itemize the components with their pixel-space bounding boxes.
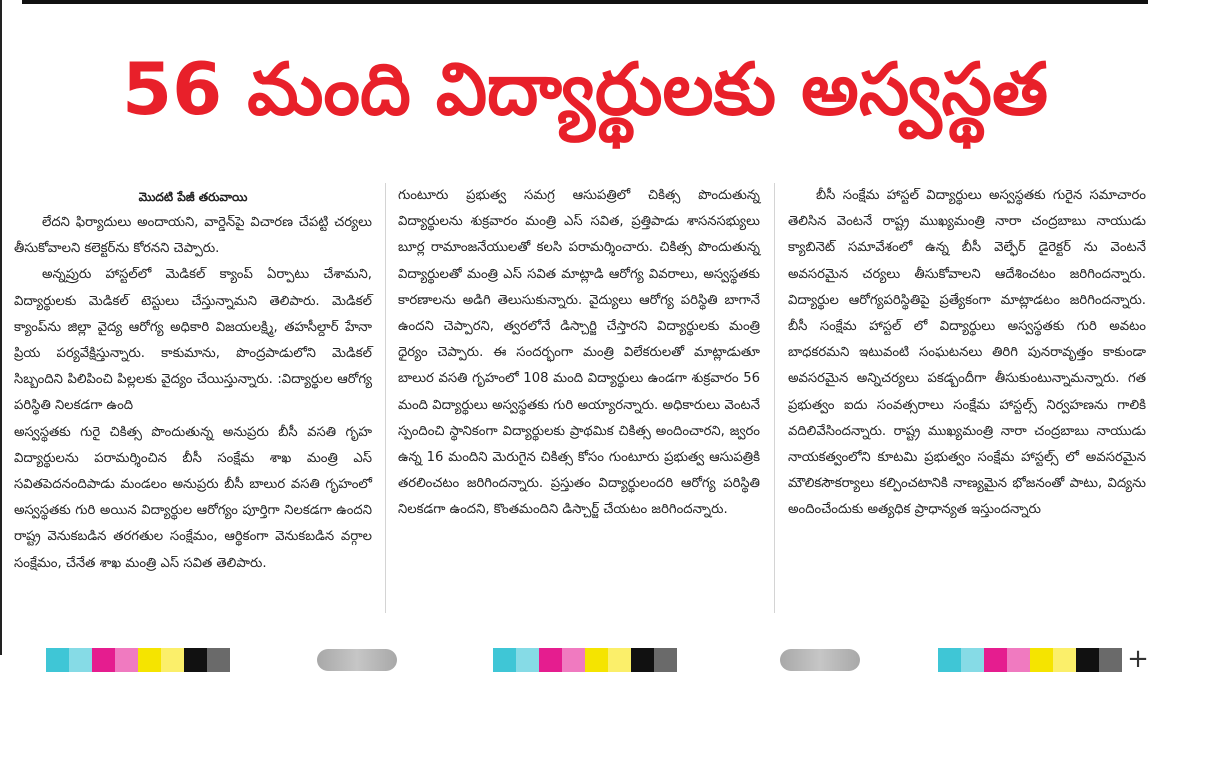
column-divider: [385, 183, 386, 613]
headline: 56 మంది విద్యార్థులకు అస్వస్థత: [122, 47, 1048, 131]
article-column-2: [398, 183, 760, 524]
color-swatch: [516, 648, 539, 672]
paragraph: అన్నప్రురు హాస్టల్‌లో మెడికల్ క్యాంప్ ఏర్పాటు చేశామని, విద్యార్థులకు మెడికల్ టెస్టులు చేస్తున్నామని తెలిపారు. మెడికల్ క్యాంప్‌ను జిల్లా వైద్య ఆరోగ్య అధికారి విజయలక్ష్మి, తహసీల్దార్ హేనా ప్రియ పర్యవేక్షిస్తున్నారు. కాకుమాను, పొంద్రపాడులోని మెడికల్ సిబ్బందిని పిలిపించి పిల్లలకు వైద్యం చేయిస్తున్నారు. :విద్యార్థుల ఆరోగ్య పరిస్థితి నిలకడగా ఉంది: [14, 267, 372, 414]
color-swatch: [138, 648, 161, 672]
color-swatch: [207, 648, 230, 672]
color-swatch: [562, 648, 585, 672]
print-gray-pill: [317, 649, 397, 671]
print-color-bar: [938, 648, 1122, 672]
color-swatch: [1053, 648, 1076, 672]
paragraph: బీసీ సంక్షేమ హాస్టల్ విద్యార్థులు అస్వస్థతకు గురైన సమాచారం తెలిసిన వెంటనే రాష్ట్ర ముఖ్యమంత్రి నారా చంద్రబాబు నాయుడు క్యాబినెట్ సమావేశంలో ఉన్న బీసీ వెల్ఫేర్ డైరెక్టర్ ను వెంటనే అవసరమైన చర్యలు తీసుకోవాలని ఆదేశించటం జరిగిందన్నారు. విద్యార్థుల ఆరోగ్యపరిస్థితిపై ప్రత్యేకంగా మాట్లాడటం జరిగిందన్నారు. బీసీ సంక్షేమ హాస్టల్ లో విద్యార్థులు అస్వస్థతకు గురి అవటం బాధకరమని ఇటువంటి సంఘటనలు తిరిగి పునరావృత్తం కాకుండా అవసరమైన అన్నిచర్యలు పకడ్బందీగా తీసుకుంటున్నామన్నారు. గత ప్రభుత్వం ఐదు సంవత్సరాలు సంక్షేమ హాస్టల్స్ నిర్వహణను గాలికి వదిలివేసిందన్నారు. రాష్ట్ర ముఖ్యమంత్రి నారా చంద్రబాబు నాయుడు నాయకత్వంలోని కూటమి ప్రభుత్వం సంక్షేమ హాస్టల్స్ లో అవసరమైన మౌలికసౌకర్యాలు కల్పించటానికి నాణ్యమైన భోజనంతో పాటు, విద్యను అందించేందుకు అత్యధిక ప్రాధాన్యత ఇస్తుందన్నారు: [788, 188, 1146, 518]
continued-from-front-page-label: మొదటి పేజీ తరువాయి: [138, 190, 248, 204]
color-swatch: [938, 648, 961, 672]
color-swatch: [984, 648, 1007, 672]
print-color-bar: [493, 648, 677, 672]
paragraph: లేదని ఫిర్యాదులు అందాయని, వార్డెన్‌పై విచారణ చేపట్టి చర్యలు తీసుకోవాలని కలెక్టర్‌ను కోరనని చెప్పారు.: [14, 215, 372, 257]
print-color-bar: [46, 648, 230, 672]
color-swatch: [184, 648, 207, 672]
registration-mark-icon: +: [1127, 644, 1149, 674]
color-swatch: [1007, 648, 1030, 672]
color-swatch: [608, 648, 631, 672]
color-swatch: [631, 648, 654, 672]
color-swatch: [539, 648, 562, 672]
left-border-rule: [0, 0, 2, 655]
color-swatch: [1030, 648, 1053, 672]
color-swatch: [1099, 648, 1122, 672]
article-column-3: [788, 183, 1146, 524]
color-swatch: [161, 648, 184, 672]
color-swatch: [46, 648, 69, 672]
color-swatch: [654, 648, 677, 672]
article-column-1: [14, 186, 372, 577]
color-swatch: [493, 648, 516, 672]
color-swatch: [961, 648, 984, 672]
color-swatch: [69, 648, 92, 672]
color-swatch: [1076, 648, 1099, 672]
top-border-rule: [22, 0, 1148, 4]
print-gray-pill: [780, 649, 860, 671]
column-divider: [774, 183, 775, 613]
color-swatch: [585, 648, 608, 672]
paragraph: గుంటూరు ప్రభుత్వ సమగ్ర ఆసుపత్రిలో చికిత్స పొందుతున్న విద్యార్థులను శుక్రవారం మంత్రి ఎస్ సవిత, ప్రత్తిపాడు శాసనసభ్యులు బూర్ల రామాంజనేయులతో కలసి పరామర్శించారు. చికిత్స పొందుతున్న విద్యార్థులతో మంత్రి ఎస్ సవిత మాట్లాడి ఆరోగ్య వివరాలు, అస్వస్థతకు కారణాలను అడిగి తెలుసుకున్నారు. వైద్యులు ఆరోగ్య పరిస్థితి బాగానే ఉందని చెప్పారని, త్వరలోనే డిస్చార్జి చేస్తారని విద్యార్థులకు మంత్రి ధైర్యం చెప్పారు. ఈ సందర్భంగా మంత్రి విలేకరులతో మాట్లాడుతూ బాలుర వసతి గృహంలో 108 మంది విద్యార్థులు ఉండగా శుక్రవారం 56 మంది విద్యార్థులు అస్వస్థతకు గురి అయ్యారన్నారు. అధికారులు వెంటనే స్పందించి స్థానికంగా విద్యార్థులకు ప్రాథమిక చికిత్స అందించారని, జ్వరం ఉన్న 16 మందిని మెరుగైన చికిత్స కోసం గుంటూరు ప్రభుత్వ ఆసుపత్రికి తరలించటం జరిగిందన్నారు. ప్రస్తుతం విద్యార్థులందరి ఆరోగ్య పరిస్థితి నిలకడగా ఉందని, కొంతమందిని డిస్చార్జ్ చేయటం జరిగిందన్నారు.: [398, 188, 760, 518]
color-swatch: [92, 648, 115, 672]
color-swatch: [115, 648, 138, 672]
paragraph: అస్వస్థతకు గురై చికిత్స పొందుతున్న అనుప్రరు బీసీ వసతి గృహ విద్యార్థులను పరామర్శించిన బీసీ సంక్షేమ శాఖ మంత్రి ఎస్ సవితపెదనందిపాడు మండలం అనుప్రరు బీసీ బాలుర వసతి గృహంలో అస్వస్థతకు గురి అయిన విద్యార్థుల ఆరోగ్యం పూర్తిగా నిలకడగా ఉందని రాష్ట్ర వెనుకబడిన తరగతుల సంక్షేమం, ఆర్థికంగా వెనుకబడిన వర్గాల సంక్షేమం, చేనేత శాఖ మంత్రి ఎస్ సవిత తెలిపారు.: [14, 424, 372, 571]
